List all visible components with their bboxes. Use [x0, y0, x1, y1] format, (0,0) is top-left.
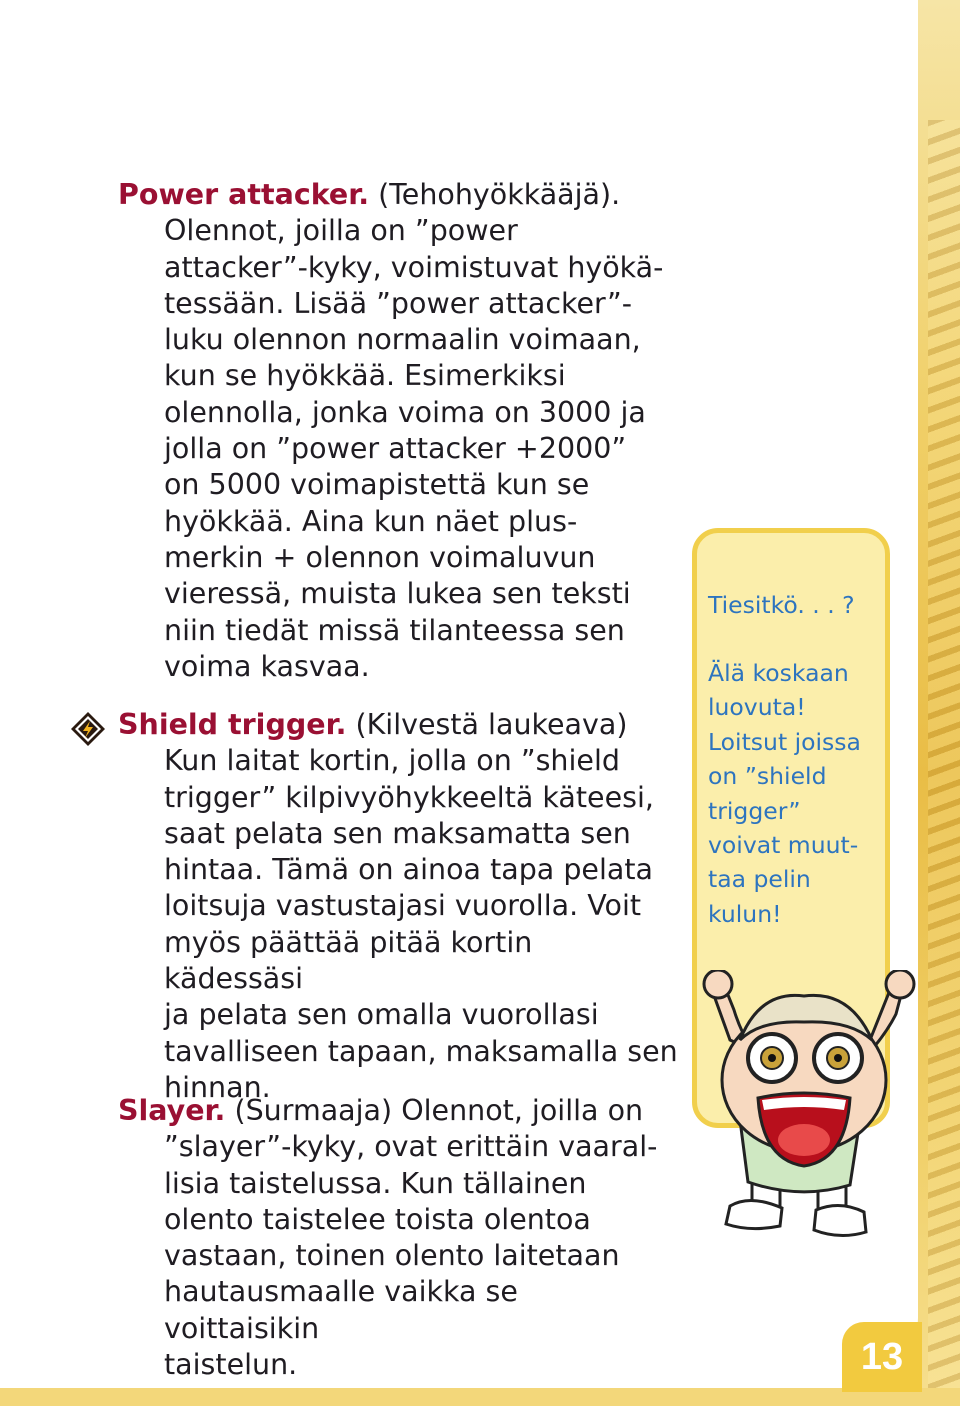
entry-line: kun se hyökkää. Esimerkiksi: [164, 359, 566, 393]
tip-line: Loitsut joissa: [708, 727, 861, 756]
entry-power-attacker: [118, 177, 678, 685]
lightning-bolt-icon: [70, 711, 106, 747]
entry-line: myös päättää pitää kortin kädessäsi: [164, 925, 533, 996]
entry-line: Kun laitat kortin, jolla on ”shield: [164, 744, 620, 778]
entry-line: hinnan.: [164, 1070, 271, 1104]
entry-line: Olennot, joilla on ”power: [164, 214, 518, 248]
term-translation: (Kilvestä laukeava): [346, 708, 628, 741]
entry-line: jolla on ”power attacker +2000”: [164, 432, 627, 466]
term-shield-trigger: Shield trigger.: [118, 708, 347, 741]
entry-line: saat pelata sen maksamatta sen: [164, 816, 631, 850]
entry-line: merkin + olennon voimaluvun: [164, 540, 596, 574]
tip-line: on ”shield: [708, 762, 827, 791]
entry-line: niin tiedät missä tilanteessa sen: [164, 613, 625, 647]
entry-line: olento taistelee toista olentoa: [164, 1202, 591, 1236]
entry-shield-trigger: [118, 707, 678, 1106]
term-slayer: Slayer.: [118, 1094, 226, 1127]
tip-heading: Tiesitkö. . . ?: [708, 591, 855, 619]
entry-line: ja pelata sen omalla vuorollasi: [164, 998, 599, 1032]
term-power-attacker: Power attacker.: [118, 178, 370, 211]
entry-line: trigger” kilpivyöhykkeeltä käteesi,: [164, 780, 654, 814]
entry-slayer: [118, 1093, 678, 1383]
entry-line: tavalliseen tapaan, maksamalla sen: [164, 1034, 678, 1068]
entry-line: hyökkää. Aina kun näet plus-: [164, 504, 578, 538]
entry-line: attacker”-kyky, voimistuvat hyökä-: [164, 250, 664, 284]
entry-line: vieressä, muista lukea sen teksti: [164, 577, 631, 611]
entry-line: hintaa. Tämä on ainoa tapa pelata: [164, 853, 653, 887]
entry-line: taistelun.: [164, 1348, 298, 1382]
tip-line: trigger”: [708, 796, 801, 825]
bottom-edge-strip: [0, 1388, 960, 1406]
term-translation: (Surmaaja) Olennot, joilla on: [225, 1094, 644, 1127]
term-translation: (Tehohyökkääjä).: [369, 178, 621, 211]
tip-body: [708, 656, 888, 931]
entry-line: olennolla, jonka voima on 3000 ja: [164, 395, 646, 429]
entry-line: voima kasvaa.: [164, 649, 370, 683]
tip-line: luovuta!: [708, 693, 806, 722]
tip-line: taa pelin: [708, 865, 811, 894]
page-number: 13: [842, 1322, 922, 1392]
entry-line: hautausmaalle vaikka se voittaisikin: [164, 1275, 518, 1345]
entry-line: loitsuja vastustajasi vuorolla. Voit: [164, 889, 642, 923]
mascot-illustration: [700, 970, 940, 1250]
entry-line: ”slayer”-kyky, ovat erittäin vaaral-: [164, 1130, 658, 1164]
tip-line: voivat muut-: [708, 831, 859, 860]
tip-line: kulun!: [708, 899, 782, 928]
entry-line: on 5000 voimapistettä kun se: [164, 468, 590, 502]
entry-line: tessään. Lisää ”power attacker”-: [164, 286, 632, 320]
entry-line: lisia taistelussa. Kun tällainen: [164, 1166, 587, 1200]
entry-line: vastaan, toinen olento laitetaan: [164, 1239, 620, 1273]
entry-line: luku olennon normaalin voimaan,: [164, 323, 641, 357]
tip-line: Älä koskaan: [708, 659, 849, 687]
